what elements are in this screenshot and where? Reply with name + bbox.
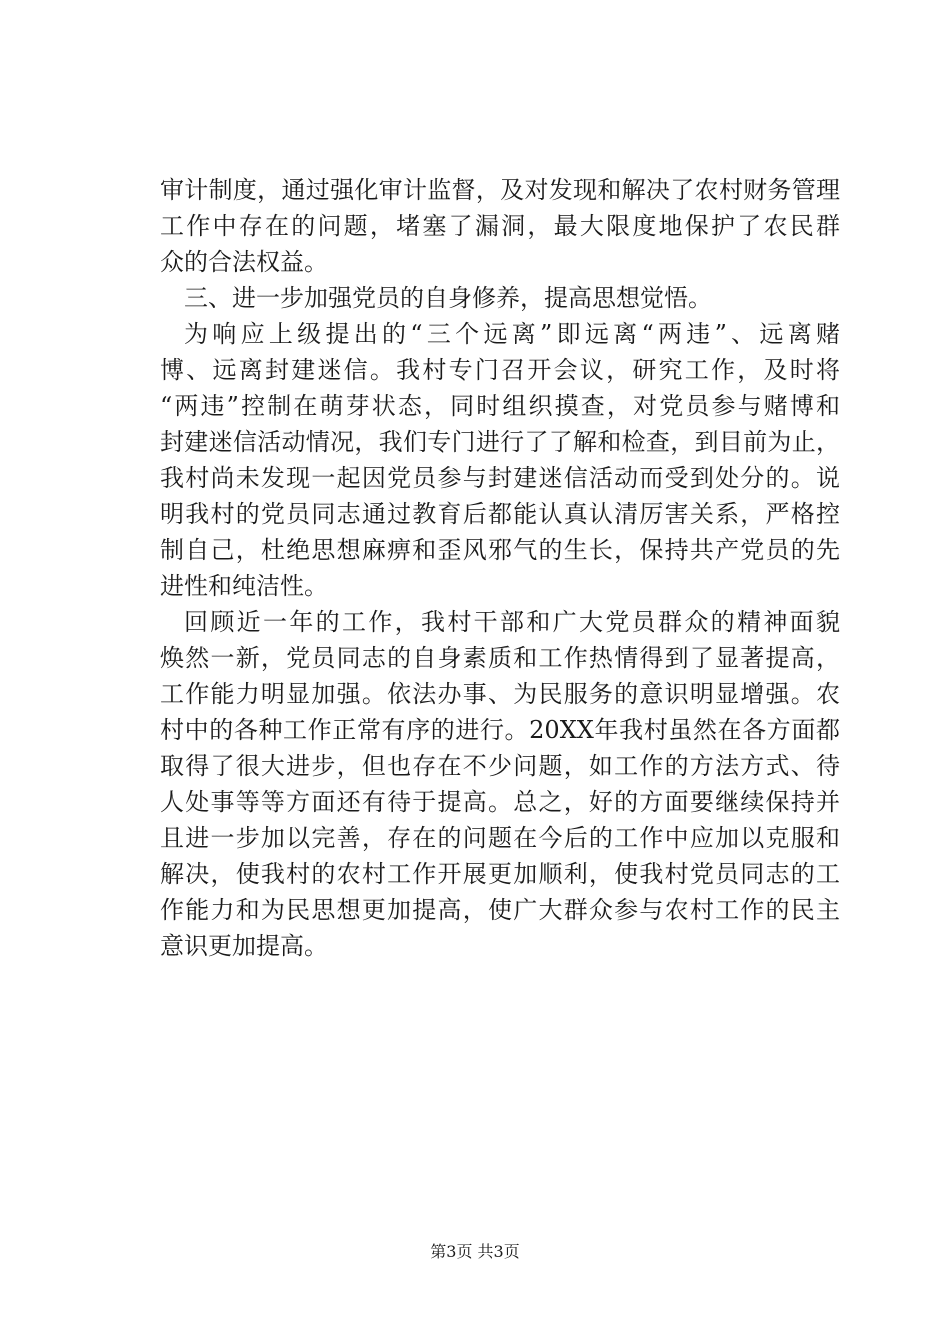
text-line: 取得了很大进步，但也存在不少问题，如工作的方法方式、待 <box>160 752 840 780</box>
text-line: 作能力和为民思想更加提高，使广大群众参与农村工作的民主 <box>160 896 840 924</box>
text-line: 众的合法权益。 <box>160 248 328 276</box>
text-line: 为响应上级提出的“三个远离”即远离“两违”、远离赌 <box>184 320 840 348</box>
text-line: 明我村的党员同志通过教育后都能认真认清厉害关系，严格控 <box>160 500 840 528</box>
page-number-footer: 第3页 共3页 <box>430 1242 520 1261</box>
text-line: 我村尚未发现一起因党员参与封建迷信活动而受到处分的。说 <box>160 464 840 492</box>
text-line: 工作能力明显加强。依法办事、为民服务的意识明显增强。农 <box>160 680 840 708</box>
text-line: 审计制度，通过强化审计监督，及对发现和解决了农村财务管理 <box>160 176 840 204</box>
document-body <box>160 172 840 964</box>
text-line: 博、远离封建迷信。我村专门召开会议，研究工作，及时将 <box>160 356 840 384</box>
text-line: 进性和纯洁性。 <box>160 572 328 600</box>
text-line: 村中的各种工作正常有序的进行。20XX年我村虽然在各方面都 <box>160 716 840 744</box>
text-line: 工作中存在的问题，堵塞了漏洞，最大限度地保护了农民群 <box>160 212 840 240</box>
text-line: 且进一步加以完善，存在的问题在今后的工作中应加以克服和 <box>160 824 840 852</box>
text-line: 焕然一新，党员同志的自身素质和工作热情得到了显著提高， <box>160 644 840 672</box>
section-heading: 三、进一步加强党员的自身修养，提高思想觉悟。 <box>184 284 712 312</box>
text-line: 制自己，杜绝思想麻痹和歪风邪气的生长，保持共产党员的先 <box>160 536 840 564</box>
text-line: 解决，使我村的农村工作开展更加顺利，使我村党员同志的工 <box>160 860 840 888</box>
text-line: 回顾近一年的工作，我村干部和广大党员群众的精神面貌 <box>184 608 840 636</box>
text-line: 人处事等等方面还有待于提高。总之，好的方面要继续保持并 <box>160 788 840 816</box>
text-line: 封建迷信活动情况，我们专门进行了了解和检查，到目前为止， <box>160 428 840 456</box>
text-line: 意识更加提高。 <box>160 932 328 960</box>
text-line: “两违”控制在萌芽状态，同时组织摸查，对党员参与赌博和 <box>160 392 840 420</box>
